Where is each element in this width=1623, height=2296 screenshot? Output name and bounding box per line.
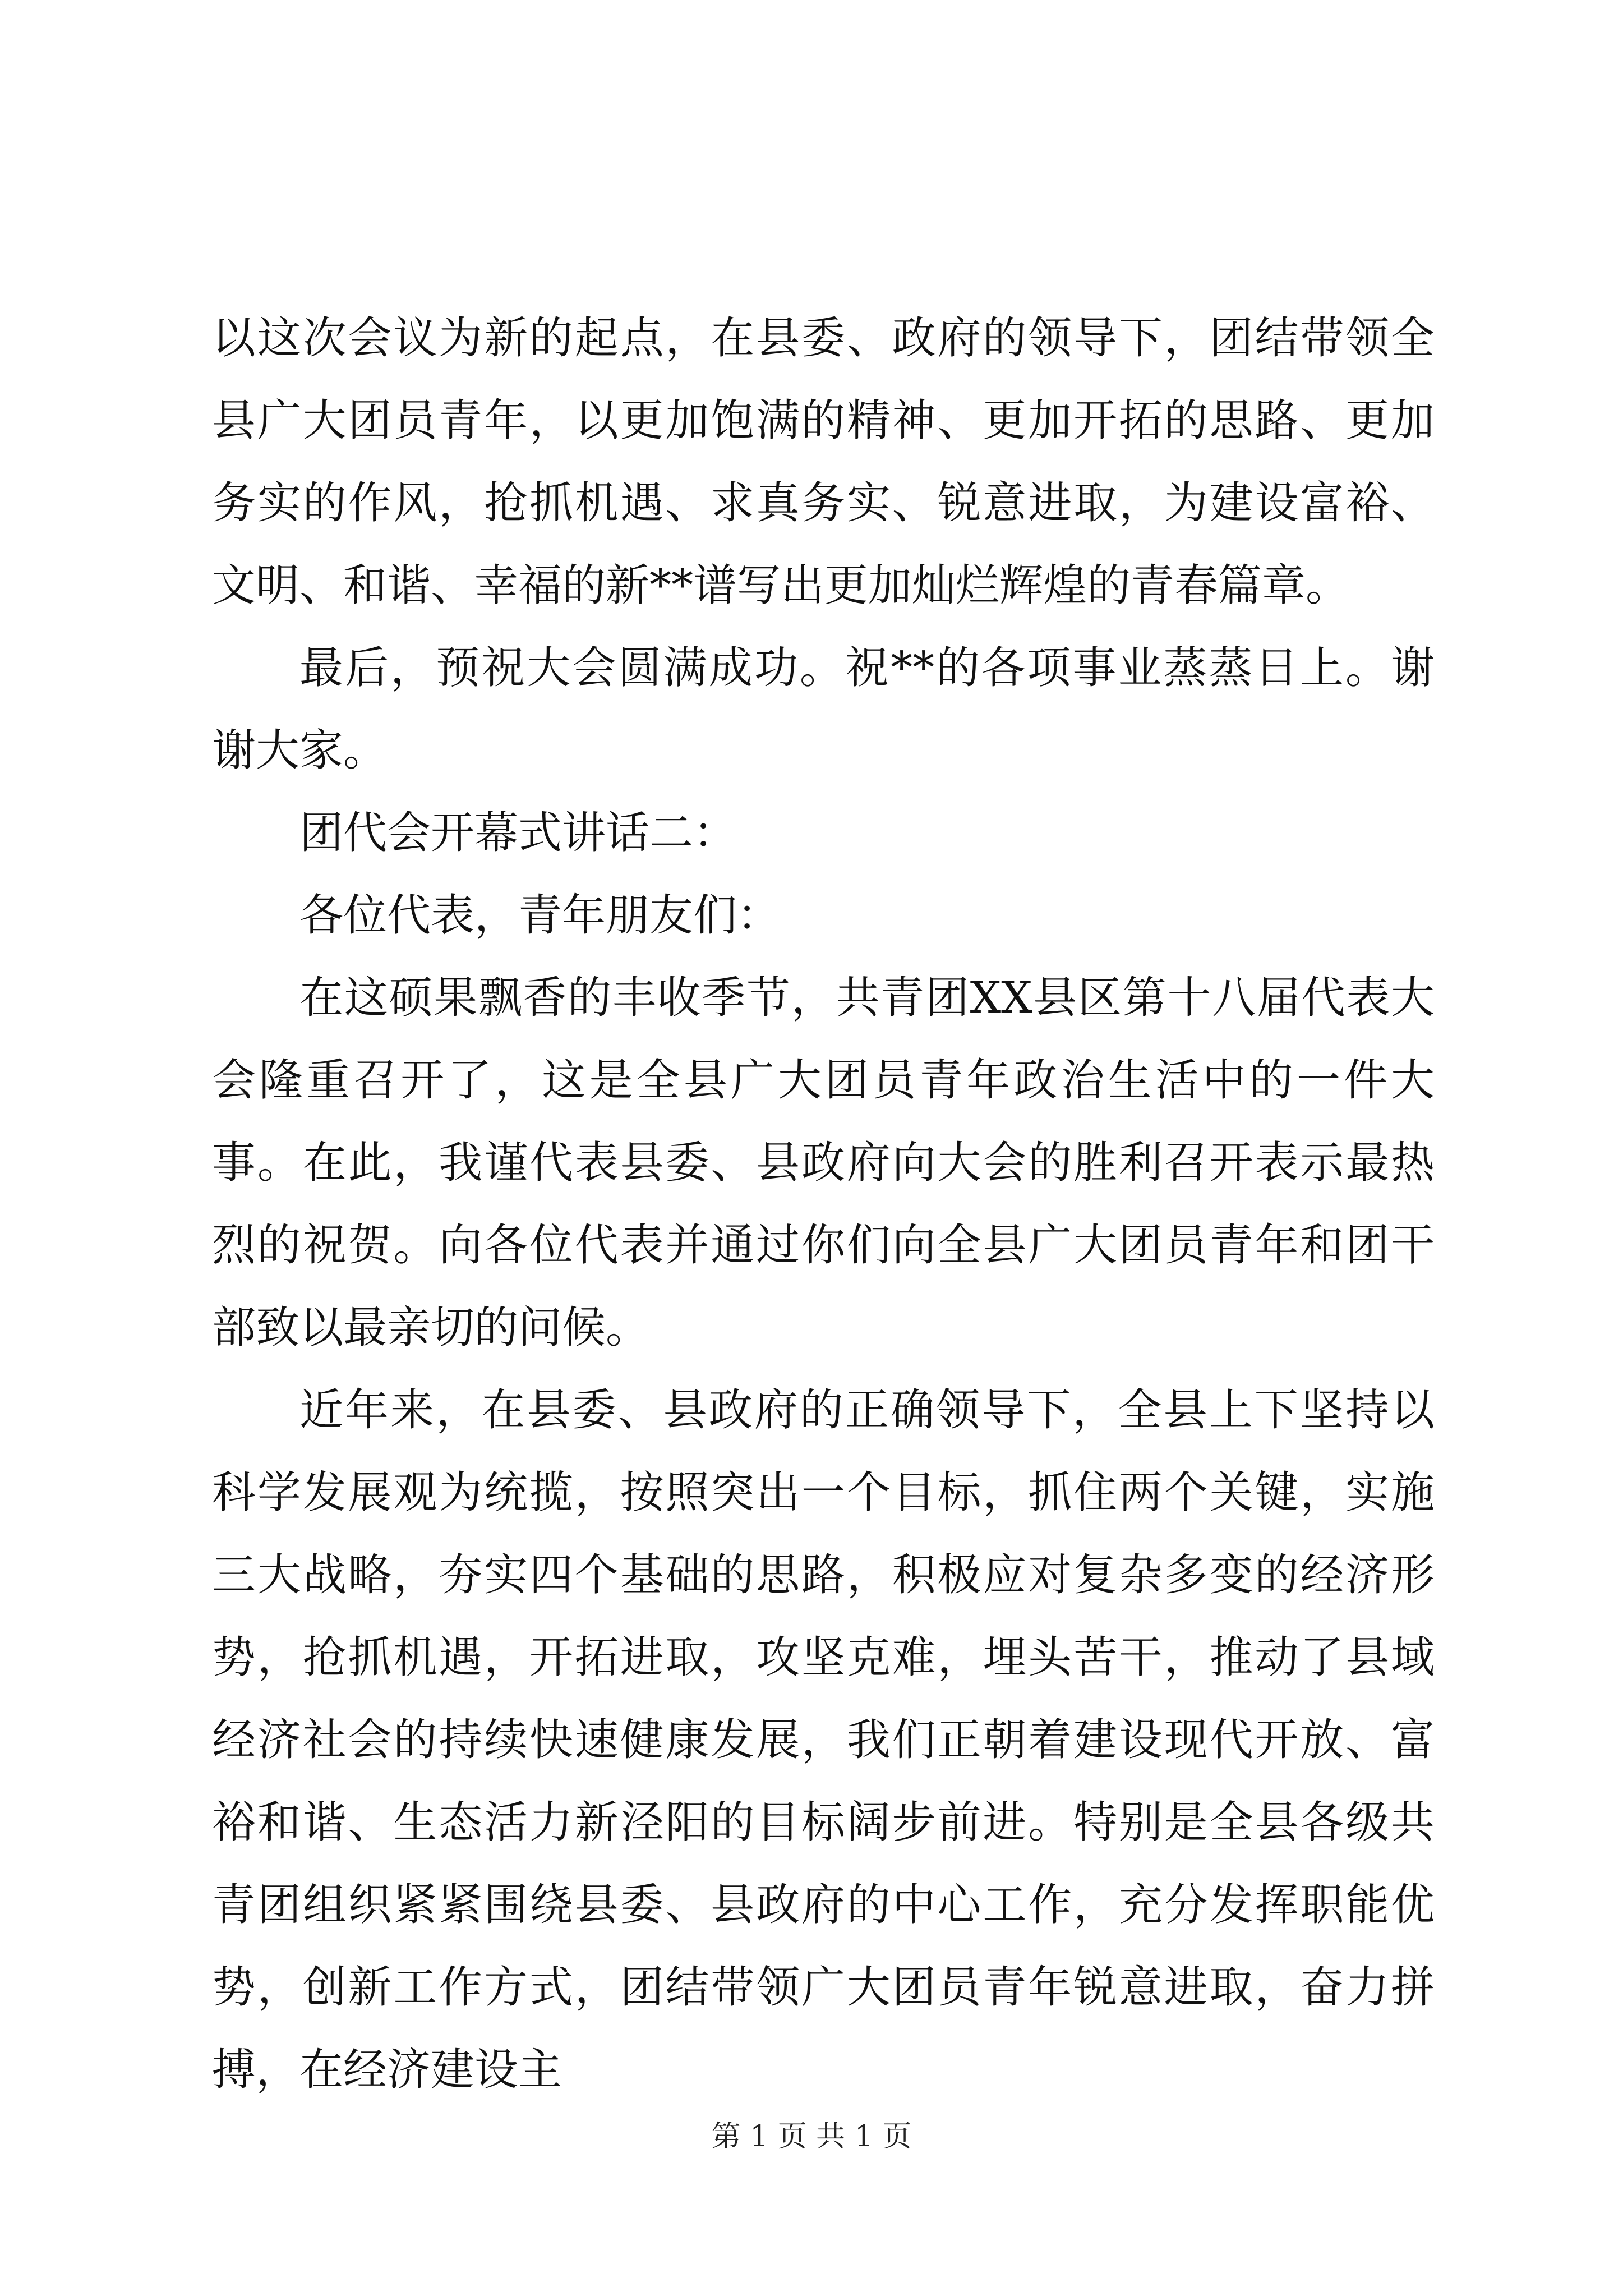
paragraph-6: 近年来，在县委、县政府的正确领导下，全县上下坚持以科学发展观为统揽，按照突出一个目标，抓住两个关键，实施三大战略，夯实四个基础的思路，积极应对复杂多变的经济形势，抢抓机遇，开拓进取，攻坚克难，埋头苦干，推动了县域经济社会的持续快速健康发展，我们正朝着建设现代开放、富裕和谐、生态活力新泾阳的目标阔步前进。特别是全县各级共青团组织紧紧围绕县委、县政府的中心工作，充分发挥职能优势，创新工作方式，团结带领广大团员青年锐意进取，奋力拼搏，在经济建设主 <box>212 1385 1435 2095</box>
section-heading: 团代会开幕式讲话二： <box>299 808 737 858</box>
document-body <box>212 297 1435 2111</box>
paragraph-1: 以这次会议为新的起点，在县委、政府的领导下，团结带领全县广大团员青年，以更加饱满的精神、更加开拓的思路、更加务实的作风，抢抓机遇、求真务实、锐意进取，为建设富裕、文明、和谐、幸福的新**谱写出更加灿烂辉煌的青春篇章。 <box>212 313 1435 611</box>
paragraph-5: 在这硕果飘香的丰收季节，共青团XX县区第十八届代表大会隆重召开了，这是全县广大团员青年政治生活中的一件大事。在此，我谨代表县委、县政府向大会的胜利召开表示最热烈的祝贺。向各位代表并通过你们向全县广大团员青年和团干部致以最亲切的问候。 <box>212 973 1435 1353</box>
salutation: 各位代表，青年朋友们： <box>299 890 781 941</box>
paragraph-2: 最后，预祝大会圆满成功。祝**的各项事业蒸蒸日上。谢谢大家。 <box>212 643 1435 776</box>
page-footer: 第 1 页 共 1 页 <box>711 2120 912 2154</box>
